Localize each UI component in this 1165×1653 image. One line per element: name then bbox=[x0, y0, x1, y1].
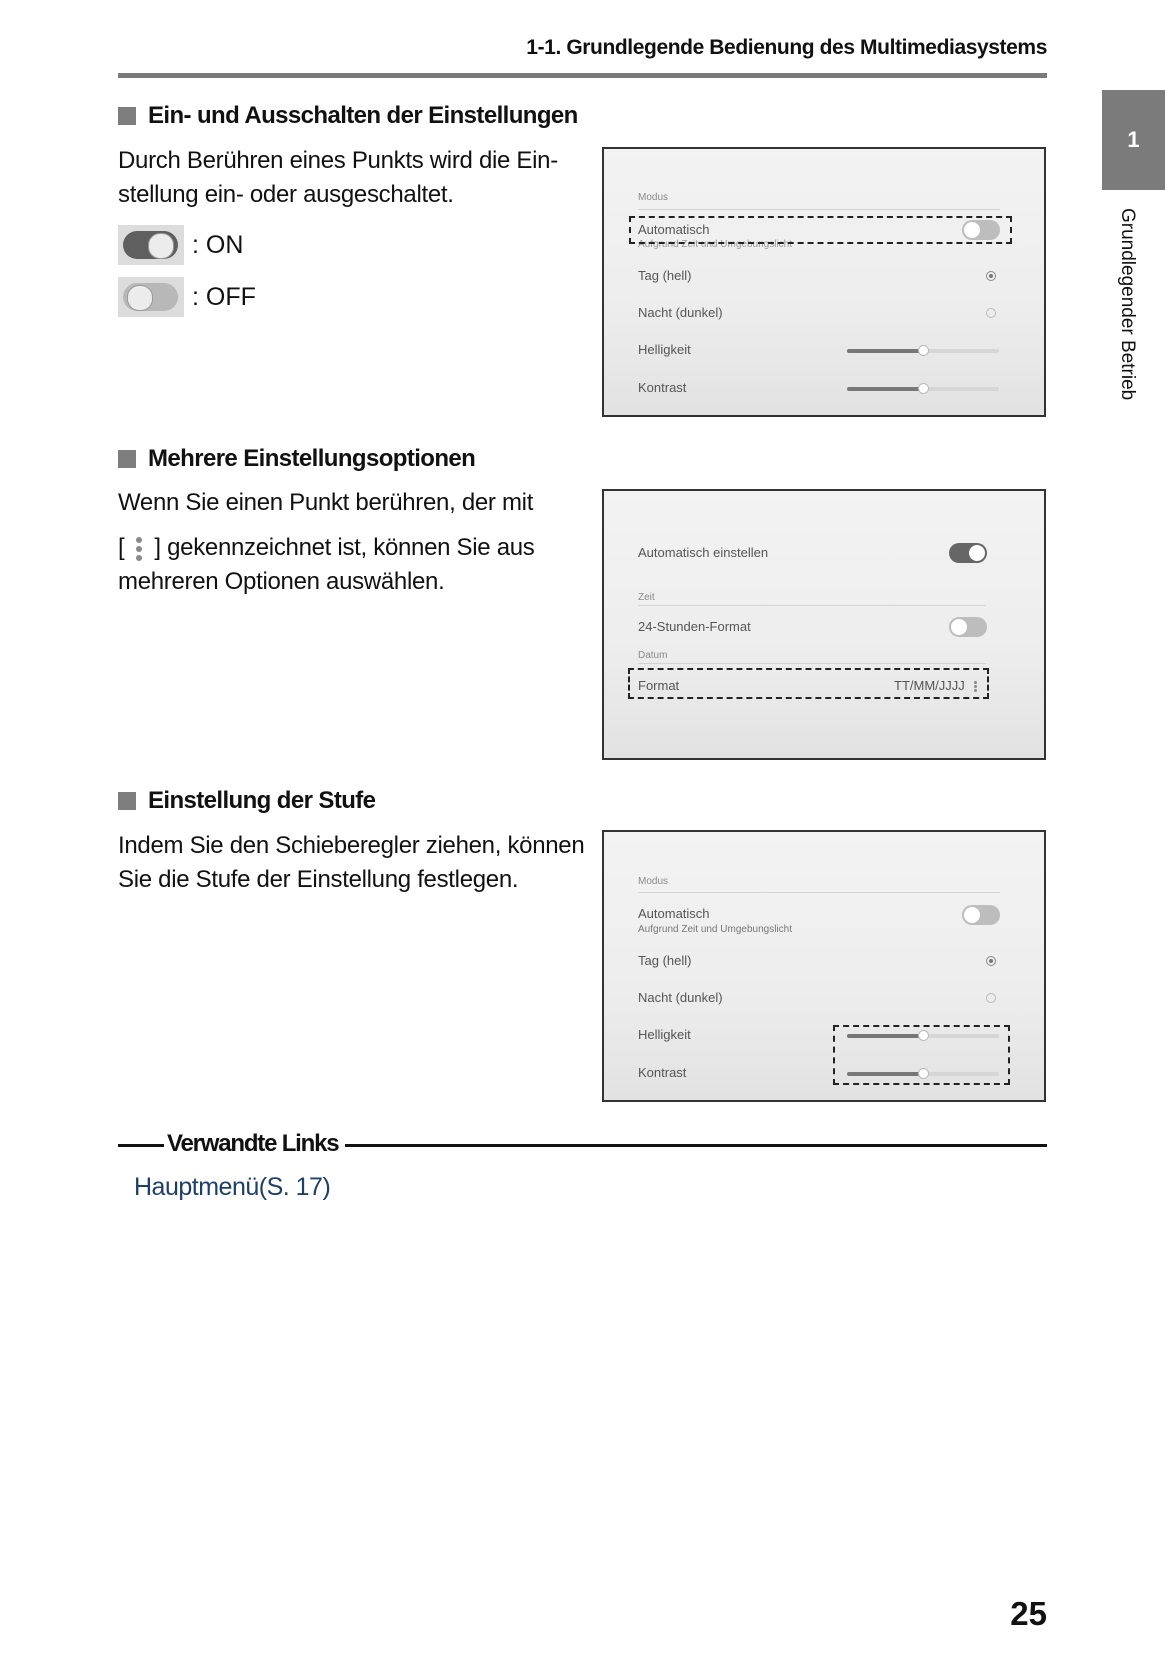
screenshot-display-settings-1 bbox=[602, 147, 1046, 417]
section-heading-toggle bbox=[118, 102, 578, 130]
highlight-frame bbox=[833, 1025, 1010, 1085]
toggle-automatisch[interactable] bbox=[962, 905, 1000, 925]
slider-kontrast[interactable] bbox=[847, 387, 999, 391]
row-tag-label[interactable]: Tag (hell) bbox=[638, 953, 692, 968]
radio-nacht[interactable] bbox=[986, 308, 996, 318]
caption-modus: Modus bbox=[638, 876, 669, 887]
row-automatisch-label[interactable]: Automatisch bbox=[638, 906, 710, 921]
bullet-square-icon bbox=[118, 107, 136, 125]
toggle-on-icon bbox=[118, 225, 184, 265]
highlight-frame bbox=[629, 216, 1012, 244]
toggle-24h[interactable] bbox=[949, 617, 987, 637]
toggle-off-icon bbox=[118, 277, 184, 317]
screenshot-clock-settings bbox=[602, 489, 1046, 760]
legend-off bbox=[118, 277, 256, 317]
related-links-title: Verwandte Links bbox=[167, 1130, 339, 1157]
caption-datum: Datum bbox=[638, 650, 668, 661]
row-automatisch-sublabel: Aufgrund Zeit und Umgebungslicht bbox=[638, 239, 792, 250]
row-nacht-label[interactable]: Nacht (dunkel) bbox=[638, 990, 723, 1005]
body-line: Durch Berühren eines Punkts wird die Ein- bbox=[118, 147, 558, 174]
body-line: stellung ein- oder ausgeschaltet. bbox=[118, 181, 454, 208]
screenshot-display-settings-2 bbox=[602, 830, 1046, 1102]
section-body-options bbox=[118, 486, 588, 599]
bracket-open: [ bbox=[118, 534, 125, 561]
link-hauptmenu[interactable]: Hauptmenü(S. 17) bbox=[134, 1173, 331, 1201]
highlight-frame bbox=[628, 668, 989, 699]
row-kontrast-label: Kontrast bbox=[638, 1065, 687, 1080]
section-heading-text: Mehrere Einstellungsoptionen bbox=[148, 445, 476, 472]
caption-zeit: Zeit bbox=[638, 592, 655, 603]
section-heading-level bbox=[118, 787, 375, 815]
row-nacht-label[interactable]: Nacht (dunkel) bbox=[638, 305, 723, 320]
row-24h-label[interactable]: 24-Stunden-Format bbox=[638, 619, 751, 634]
running-header-title: 1-1. Grundlegende Bedienung des Multimediasystems bbox=[526, 36, 1047, 59]
bullet-square-icon bbox=[118, 450, 136, 468]
row-automatisch-sublabel: Aufgrund Zeit und Umgebungslicht bbox=[638, 924, 792, 935]
divider bbox=[638, 209, 1000, 210]
row-automatisch-label[interactable]: Automatisch bbox=[638, 222, 710, 237]
body-line: Wenn Sie einen Punkt berühren, der mit bbox=[118, 489, 534, 516]
row-format-value: TT/MM/JJJJ bbox=[894, 678, 965, 693]
section-heading-options bbox=[118, 445, 475, 473]
related-links-rule-right bbox=[345, 1144, 1047, 1147]
bullet-square-icon bbox=[118, 792, 136, 810]
section-body-level bbox=[118, 829, 598, 897]
section-heading-text: Einstellung der Stufe bbox=[148, 787, 376, 814]
related-links-rule-left bbox=[118, 1144, 164, 1147]
row-tag-label[interactable]: Tag (hell) bbox=[638, 268, 692, 283]
row-helligkeit-label: Helligkeit bbox=[638, 1027, 691, 1042]
row-kontrast-label: Kontrast bbox=[638, 380, 687, 395]
caption-modus: Modus bbox=[638, 192, 669, 203]
body-line: Indem Sie den Schieberegler ziehen, können bbox=[118, 832, 585, 859]
legend-on bbox=[118, 225, 243, 265]
section-body-toggle bbox=[118, 144, 588, 212]
legend-off-label: : OFF bbox=[192, 282, 256, 311]
chapter-number: 1 bbox=[1127, 127, 1140, 152]
body-text-fragment: ] gekennzeichnet ist, können Sie aus bbox=[154, 534, 535, 561]
page-number: 25 bbox=[1010, 1595, 1047, 1632]
body-line: Sie die Stufe der Einstellung festlegen. bbox=[118, 866, 519, 893]
row-helligkeit-label: Helligkeit bbox=[638, 342, 691, 357]
divider bbox=[638, 605, 986, 606]
chapter-label-text: Grundlegender Betrieb bbox=[1117, 208, 1138, 401]
slider-helligkeit[interactable] bbox=[847, 349, 999, 353]
legend-on-label: : ON bbox=[192, 230, 244, 259]
section-heading-text: Ein- und Ausschalten der Einstellungen bbox=[148, 102, 578, 129]
row-format-label[interactable]: Format bbox=[638, 678, 680, 693]
divider bbox=[638, 892, 1000, 893]
kebab-menu-icon bbox=[136, 537, 142, 561]
body-line-with-icon bbox=[118, 531, 588, 565]
header-rule bbox=[118, 73, 1047, 78]
row-auto-einstellen-label[interactable]: Automatisch einstellen bbox=[638, 545, 769, 560]
divider bbox=[638, 663, 986, 664]
radio-tag[interactable] bbox=[986, 271, 996, 281]
body-line: mehreren Optionen auswählen. bbox=[118, 568, 445, 595]
chapter-tab[interactable] bbox=[1102, 90, 1165, 190]
chapter-label bbox=[1108, 208, 1138, 418]
toggle-auto-einstellen[interactable] bbox=[949, 543, 987, 563]
radio-tag[interactable] bbox=[986, 956, 996, 966]
radio-nacht[interactable] bbox=[986, 993, 996, 1003]
